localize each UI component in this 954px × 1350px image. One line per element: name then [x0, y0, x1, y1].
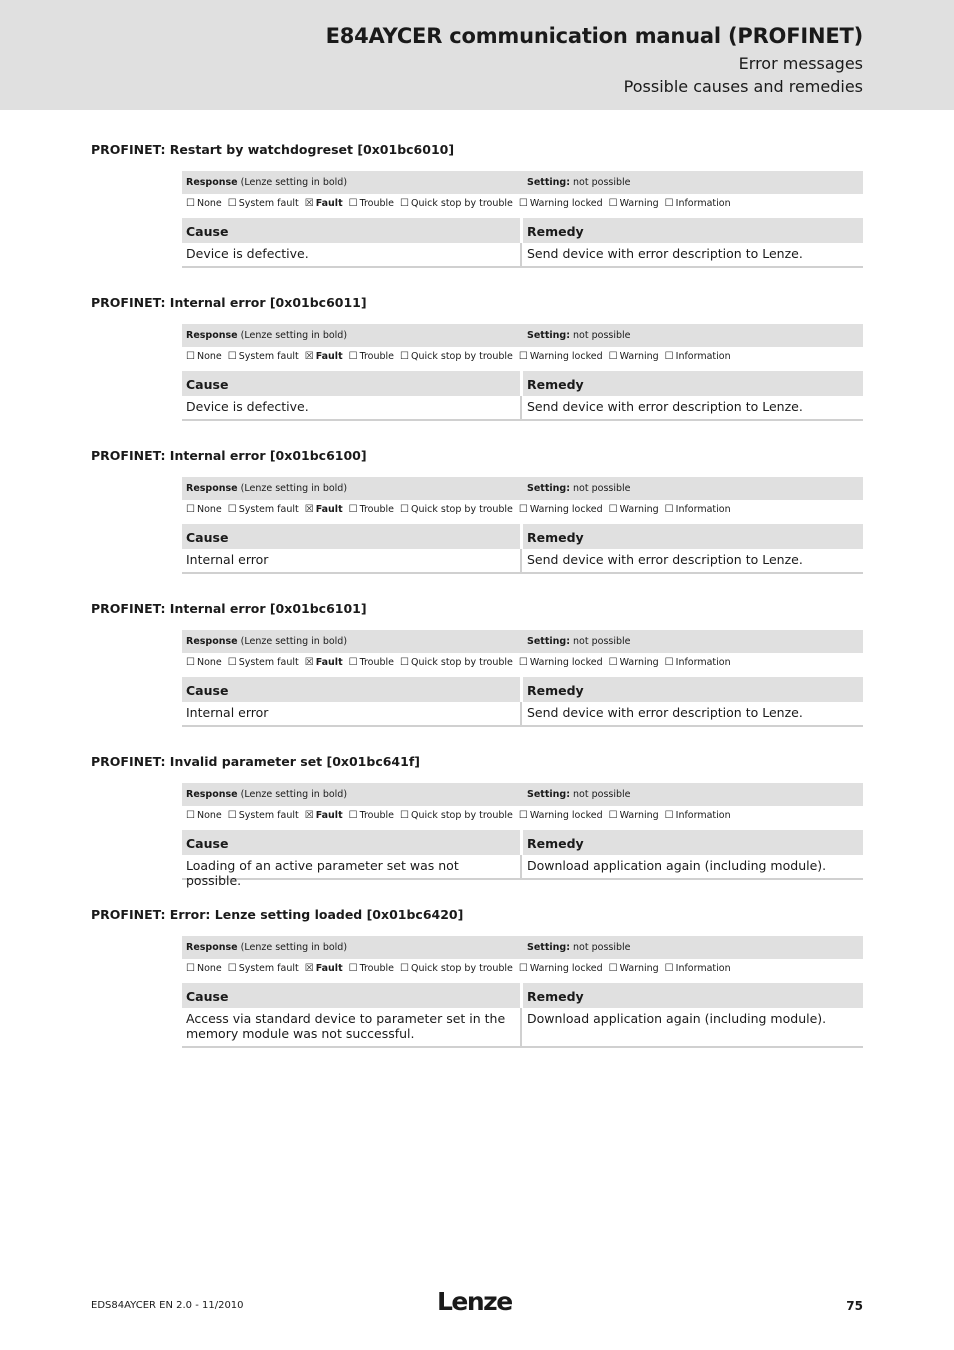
unchecked-box-icon: ☐	[227, 810, 237, 821]
response-option	[186, 963, 222, 974]
column-divider	[520, 702, 522, 725]
unchecked-box-icon: ☐	[608, 963, 618, 974]
remedy-text: Send device with error description to Lenze.	[527, 246, 803, 261]
response-header	[182, 936, 863, 959]
error-title: PROFINET: Error: Lenze setting loaded [0x01bc6420]	[91, 907, 464, 922]
unchecked-box-icon: ☐	[400, 198, 409, 209]
table-row	[182, 549, 863, 574]
table-row	[182, 243, 863, 268]
response-option-label: Information	[675, 504, 731, 515]
response-option-label: None	[196, 657, 222, 668]
setting-title: Setting:	[527, 789, 570, 800]
page-number: 75	[846, 1299, 863, 1313]
response-option-label: None	[196, 198, 222, 209]
table-row	[182, 396, 863, 421]
response-options	[182, 347, 863, 367]
cause-text: Internal error	[186, 705, 269, 720]
response-option	[349, 198, 394, 209]
column-divider	[520, 218, 523, 243]
response-note: (Lenze setting in bold)	[240, 177, 348, 188]
response-option	[186, 657, 222, 668]
error-table	[182, 630, 863, 727]
response-options	[182, 500, 863, 520]
unchecked-box-icon: ☐	[518, 657, 528, 668]
response-options	[182, 959, 863, 979]
lenze-logo	[437, 1287, 517, 1315]
response-option	[228, 351, 299, 362]
unchecked-box-icon: ☐	[186, 963, 195, 974]
response-option	[186, 810, 222, 821]
error-table	[182, 324, 863, 421]
cause-text: Device is defective.	[186, 246, 309, 261]
unchecked-box-icon: ☐	[518, 810, 528, 821]
response-note: (Lenze setting in bold)	[240, 330, 348, 341]
response-option-label: Warning locked	[529, 657, 603, 668]
response-option	[349, 963, 394, 974]
column-divider	[520, 830, 523, 855]
remedy-text: Download application again (including module).	[527, 858, 827, 873]
unchecked-box-icon: ☐	[227, 963, 237, 974]
svg-text:Lenze: Lenze	[437, 1287, 512, 1315]
response-option	[228, 963, 299, 974]
response-option	[305, 351, 343, 362]
response-title: Response	[186, 177, 238, 188]
setting-label	[527, 177, 631, 188]
response-option	[305, 963, 343, 974]
response-option	[305, 504, 343, 515]
unchecked-box-icon: ☐	[186, 657, 195, 668]
unchecked-box-icon: ☐	[348, 351, 358, 362]
checked-box-icon: ☒	[304, 963, 314, 974]
response-option-label: Trouble	[359, 963, 395, 974]
setting-label	[527, 789, 631, 800]
setting-title: Setting:	[527, 330, 570, 341]
unchecked-box-icon: ☐	[227, 351, 237, 362]
response-option	[519, 198, 603, 209]
response-option-label: Trouble	[359, 198, 395, 209]
remedy-text: Send device with error description to Lenze.	[527, 399, 803, 414]
unchecked-box-icon: ☐	[664, 657, 674, 668]
cause-remedy-header	[182, 830, 863, 855]
setting-value: not possible	[573, 636, 631, 647]
table-row	[182, 1008, 863, 1048]
response-option-label: Warning locked	[529, 504, 603, 515]
response-options	[182, 806, 863, 826]
response-option	[305, 657, 343, 668]
response-label	[186, 330, 347, 341]
setting-title: Setting:	[527, 177, 570, 188]
unchecked-box-icon: ☐	[400, 504, 409, 515]
cause-header: Cause	[186, 530, 229, 545]
cause-remedy-header	[182, 371, 863, 396]
response-option	[519, 810, 603, 821]
document-title: E84AYCER communication manual (PROFINET)	[325, 24, 863, 48]
error-section	[91, 907, 863, 1041]
response-option	[400, 198, 513, 209]
error-table	[182, 477, 863, 574]
cause-header: Cause	[186, 224, 229, 239]
response-option-label: Quick stop by trouble	[411, 657, 513, 668]
setting-label	[527, 483, 631, 494]
response-option-label: Warning	[619, 810, 659, 821]
response-option-label: Information	[675, 810, 731, 821]
unchecked-box-icon: ☐	[400, 657, 409, 668]
response-option-label: Warning	[619, 198, 659, 209]
response-option	[665, 198, 731, 209]
checked-box-icon: ☒	[304, 810, 314, 821]
cause-header: Cause	[186, 989, 229, 1004]
checked-box-icon: ☒	[304, 657, 314, 668]
response-option	[519, 657, 603, 668]
unchecked-box-icon: ☐	[664, 810, 674, 821]
response-option-label: None	[196, 963, 222, 974]
response-option-label: Warning locked	[529, 198, 603, 209]
column-divider	[520, 983, 523, 1008]
response-option-label: Warning	[619, 351, 659, 362]
setting-label	[527, 330, 631, 341]
unchecked-box-icon: ☐	[664, 963, 674, 974]
response-label	[186, 636, 347, 647]
cause-text: Access via standard device to parameter set in the memory module was not successful.	[186, 1011, 506, 1041]
footer-doc-id: EDS84AYCER EN 2.0 - 11/2010	[91, 1300, 244, 1311]
response-option	[228, 810, 299, 821]
column-divider	[520, 855, 522, 878]
error-title: PROFINET: Internal error [0x01bc6101]	[91, 601, 367, 616]
response-option-label: Quick stop by trouble	[411, 810, 513, 821]
response-option	[609, 963, 659, 974]
unchecked-box-icon: ☐	[518, 504, 528, 515]
unchecked-box-icon: ☐	[186, 198, 195, 209]
response-header	[182, 171, 863, 194]
cause-header: Cause	[186, 377, 229, 392]
response-option-label: Fault	[315, 657, 343, 668]
response-label	[186, 789, 347, 800]
response-option-label: Quick stop by trouble	[411, 504, 513, 515]
unchecked-box-icon: ☐	[186, 810, 195, 821]
unchecked-box-icon: ☐	[348, 810, 358, 821]
unchecked-box-icon: ☐	[664, 198, 674, 209]
error-title: PROFINET: Internal error [0x01bc6100]	[91, 448, 367, 463]
unchecked-box-icon: ☐	[348, 198, 358, 209]
response-option-label: Warning locked	[529, 963, 603, 974]
error-section	[91, 295, 863, 414]
cause-remedy-header	[182, 524, 863, 549]
remedy-header: Remedy	[527, 989, 584, 1004]
remedy-header: Remedy	[527, 836, 584, 851]
response-option	[665, 657, 731, 668]
error-section	[91, 448, 863, 567]
cause-remedy-header	[182, 677, 863, 702]
column-divider	[520, 677, 523, 702]
unchecked-box-icon: ☐	[664, 504, 674, 515]
setting-value: not possible	[573, 483, 631, 494]
response-option-label: Fault	[315, 198, 343, 209]
response-title: Response	[186, 789, 238, 800]
response-option-label: Trouble	[359, 504, 395, 515]
response-option	[609, 657, 659, 668]
response-option-label: Fault	[315, 963, 343, 974]
response-option	[400, 351, 513, 362]
response-option	[609, 198, 659, 209]
response-option	[228, 504, 299, 515]
response-option	[186, 198, 222, 209]
table-row	[182, 702, 863, 727]
response-option-label: Fault	[315, 504, 343, 515]
cause-text: Device is defective.	[186, 399, 309, 414]
column-divider	[520, 371, 523, 396]
cause-text: Internal error	[186, 552, 269, 567]
unchecked-box-icon: ☐	[608, 351, 618, 362]
response-option	[228, 657, 299, 668]
response-option	[400, 657, 513, 668]
response-option-label: Trouble	[359, 657, 395, 668]
error-section	[91, 601, 863, 720]
unchecked-box-icon: ☐	[227, 657, 237, 668]
unchecked-box-icon: ☐	[664, 351, 674, 362]
response-option	[186, 351, 222, 362]
response-option-label: Information	[675, 198, 731, 209]
response-header	[182, 783, 863, 806]
response-option	[349, 810, 394, 821]
setting-title: Setting:	[527, 636, 570, 647]
response-option	[609, 504, 659, 515]
response-header	[182, 477, 863, 500]
response-option-label: System fault	[238, 504, 299, 515]
error-section	[91, 142, 863, 261]
response-label	[186, 942, 347, 953]
response-option	[186, 504, 222, 515]
unchecked-box-icon: ☐	[227, 198, 237, 209]
response-header	[182, 324, 863, 347]
response-title: Response	[186, 330, 238, 341]
unchecked-box-icon: ☐	[608, 504, 618, 515]
response-option	[349, 657, 394, 668]
setting-label	[527, 636, 631, 647]
setting-value: not possible	[573, 177, 631, 188]
remedy-text: Download application again (including module).	[527, 1011, 827, 1026]
unchecked-box-icon: ☐	[400, 351, 409, 362]
unchecked-box-icon: ☐	[400, 963, 409, 974]
error-table	[182, 171, 863, 268]
response-title: Response	[186, 483, 238, 494]
setting-value: not possible	[573, 942, 631, 953]
response-option-label: Information	[675, 963, 731, 974]
column-divider	[520, 1008, 522, 1046]
chapter-title: Error messages	[738, 54, 863, 73]
error-title: PROFINET: Internal error [0x01bc6011]	[91, 295, 367, 310]
remedy-header: Remedy	[527, 683, 584, 698]
setting-value: not possible	[573, 789, 631, 800]
response-note: (Lenze setting in bold)	[240, 483, 348, 494]
unchecked-box-icon: ☐	[186, 504, 195, 515]
remedy-header: Remedy	[527, 377, 584, 392]
cause-header: Cause	[186, 683, 229, 698]
response-label	[186, 177, 347, 188]
remedy-header: Remedy	[527, 530, 584, 545]
response-option-label: Quick stop by trouble	[411, 963, 513, 974]
unchecked-box-icon: ☐	[518, 351, 528, 362]
response-option	[305, 810, 343, 821]
response-option-label: System fault	[238, 810, 299, 821]
response-option-label: System fault	[238, 657, 299, 668]
response-title: Response	[186, 942, 238, 953]
response-option	[665, 963, 731, 974]
response-option	[228, 198, 299, 209]
response-option-label: Quick stop by trouble	[411, 351, 513, 362]
response-option-label: Trouble	[359, 810, 395, 821]
setting-value: not possible	[573, 330, 631, 341]
response-option-label: Information	[675, 351, 731, 362]
response-option-label: Fault	[315, 351, 343, 362]
response-option-label: Quick stop by trouble	[411, 198, 513, 209]
error-title: PROFINET: Restart by watchdogreset [0x01bc6010]	[91, 142, 455, 157]
response-option	[519, 351, 603, 362]
unchecked-box-icon: ☐	[518, 198, 528, 209]
response-note: (Lenze setting in bold)	[240, 942, 348, 953]
unchecked-box-icon: ☐	[400, 810, 409, 821]
checked-box-icon: ☒	[304, 198, 314, 209]
response-option-label: System fault	[238, 198, 299, 209]
response-note: (Lenze setting in bold)	[240, 789, 348, 800]
response-option	[349, 351, 394, 362]
response-option	[665, 504, 731, 515]
column-divider	[520, 243, 522, 266]
response-option	[609, 351, 659, 362]
remedy-text: Send device with error description to Lenze.	[527, 552, 803, 567]
response-option	[519, 963, 603, 974]
setting-title: Setting:	[527, 483, 570, 494]
checked-box-icon: ☒	[304, 504, 314, 515]
response-options	[182, 653, 863, 673]
response-label	[186, 483, 347, 494]
error-title: PROFINET: Invalid parameter set [0x01bc641f]	[91, 754, 420, 769]
error-table	[182, 936, 863, 1048]
cause-remedy-header	[182, 983, 863, 1008]
response-option-label: Warning	[619, 963, 659, 974]
unchecked-box-icon: ☐	[348, 504, 358, 515]
section-title: Possible causes and remedies	[623, 77, 863, 96]
response-option-label: System fault	[238, 351, 299, 362]
response-option-label: Warning	[619, 657, 659, 668]
unchecked-box-icon: ☐	[348, 963, 358, 974]
response-option	[305, 198, 343, 209]
unchecked-box-icon: ☐	[518, 963, 528, 974]
response-header	[182, 630, 863, 653]
response-option-label: None	[196, 504, 222, 515]
column-divider	[520, 396, 522, 419]
setting-label	[527, 942, 631, 953]
checked-box-icon: ☒	[304, 351, 314, 362]
response-option-label: Warning locked	[529, 810, 603, 821]
response-title: Response	[186, 636, 238, 647]
remedy-header: Remedy	[527, 224, 584, 239]
column-divider	[520, 524, 523, 549]
response-option-label: Information	[675, 657, 731, 668]
cause-text: Loading of an active parameter set was not possible.	[186, 858, 459, 888]
unchecked-box-icon: ☐	[608, 657, 618, 668]
response-option-label: Warning locked	[529, 351, 603, 362]
response-option-label: None	[196, 810, 222, 821]
setting-title: Setting:	[527, 942, 570, 953]
error-table	[182, 783, 863, 888]
response-note: (Lenze setting in bold)	[240, 636, 348, 647]
column-divider	[520, 549, 522, 572]
unchecked-box-icon: ☐	[348, 657, 358, 668]
unchecked-box-icon: ☐	[608, 198, 618, 209]
response-option	[609, 810, 659, 821]
response-option	[400, 963, 513, 974]
response-option	[665, 810, 731, 821]
response-options	[182, 194, 863, 214]
response-option	[665, 351, 731, 362]
unchecked-box-icon: ☐	[608, 810, 618, 821]
response-option-label: System fault	[238, 963, 299, 974]
response-option	[400, 810, 513, 821]
table-row	[182, 855, 863, 888]
response-option-label: Fault	[315, 810, 343, 821]
remedy-text: Send device with error description to Lenze.	[527, 705, 803, 720]
response-option-label: Trouble	[359, 351, 395, 362]
cause-header: Cause	[186, 836, 229, 851]
response-option	[519, 504, 603, 515]
response-option	[400, 504, 513, 515]
response-option-label: Warning	[619, 504, 659, 515]
cause-remedy-header	[182, 218, 863, 243]
unchecked-box-icon: ☐	[227, 504, 237, 515]
response-option	[349, 504, 394, 515]
unchecked-box-icon: ☐	[186, 351, 195, 362]
error-section	[91, 754, 863, 888]
response-option-label: None	[196, 351, 222, 362]
